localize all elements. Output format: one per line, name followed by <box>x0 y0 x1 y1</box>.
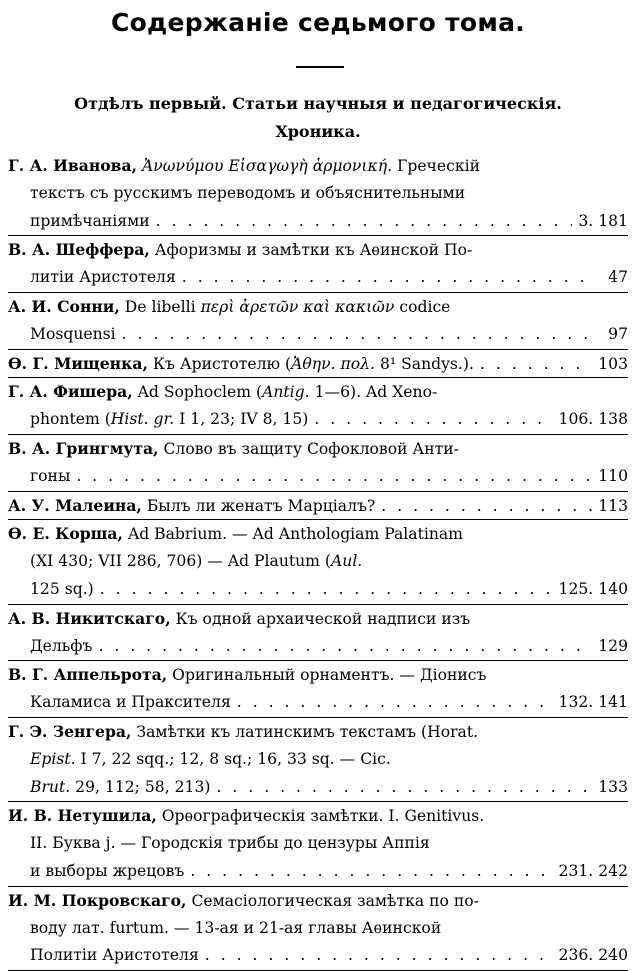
dot-leader <box>237 689 553 717</box>
toc-entry-text: Brut. 29, 112; 58, 213) <box>30 777 211 796</box>
toc-entry-text: 125 sq.) <box>30 579 94 598</box>
toc-author: Г. А. Фишера, <box>8 382 133 402</box>
toc-entry <box>8 435 628 492</box>
dot-leader <box>100 576 553 604</box>
toc-entry <box>8 236 628 293</box>
title-rule <box>296 66 344 68</box>
table-of-contents <box>8 152 628 971</box>
toc-author: В. Г. Аппельрота, <box>8 665 168 685</box>
toc-entry-line <box>8 746 628 774</box>
toc-entry <box>8 605 628 662</box>
dot-leader <box>480 351 592 378</box>
toc-entry-line <box>8 942 628 970</box>
toc-entry-text: Epist. I 7, 22 sqq.; 12, 8 sq.; 16, 33 sq. — Cic. <box>30 749 391 768</box>
toc-entry-text: гоны <box>30 466 71 485</box>
toc-entry <box>8 350 628 379</box>
italic-title: Ἀνωνύμου Εἰσαγωγὴ ἁρμονική <box>142 157 388 175</box>
toc-entry <box>8 152 628 236</box>
toc-entry-line <box>8 152 628 180</box>
toc-entry <box>8 802 628 886</box>
toc-entry-text: Г. А. Фишера, Ad Sophoclem (Antig. 1—6). Ad Xeno- <box>8 382 438 402</box>
toc-entry-line <box>8 463 628 491</box>
toc-entry-line <box>8 633 628 661</box>
toc-author: А. У. Малеина, <box>8 495 142 515</box>
toc-entry-text: В. А. Шеффера, Афоризмы и замѣтки къ Аѳинской По- <box>8 240 473 260</box>
toc-entry-line <box>8 264 628 292</box>
toc-page-numbers: 231. 242 <box>558 861 628 880</box>
toc-entry-line <box>8 406 628 434</box>
toc-entry-line <box>8 661 628 689</box>
toc-entry-text: Ѳ. Г. Мищенка, Къ Аристотелю (Ἀθην. πολ. 8¹ Sandys.). <box>8 353 474 373</box>
toc-entry-text: И. М. Покровскаго, Семасіологическая замѣтка по по- <box>8 890 479 910</box>
toc-entry-text: phontem (Hist. gr. I 1, 23; IV 8, 15) <box>30 410 309 429</box>
toc-page-numbers: 110 <box>598 466 628 485</box>
toc-entry-text: А. И. Сонни, De libelli περὶ ἀρετῶν καὶ κακιῶν codice <box>8 296 451 316</box>
toc-entry-text: Каламиса и Праксителя <box>30 693 231 712</box>
toc-entry-line <box>8 915 628 943</box>
toc-entry-line <box>8 350 628 378</box>
toc-entry <box>8 378 628 435</box>
italic-title: Aul. <box>331 552 363 571</box>
volume-title: Содержаніе седьмого тома. <box>110 8 526 37</box>
italic-title: Antig. <box>262 383 310 402</box>
toc-entry-line <box>8 830 628 858</box>
toc-entry-line <box>8 378 628 406</box>
toc-entry-line <box>8 887 628 915</box>
toc-entry-text: Ѳ. Е. Корша, Ad Babrium. — Ad Anthologiam Palatinam <box>8 524 463 544</box>
section-heading-line-1: Отдѣлъ первый. Статьи научныя и педагогическія. <box>74 94 562 113</box>
toc-entry-line <box>8 520 628 548</box>
toc-author: И. М. Покровскаго, <box>8 890 187 910</box>
toc-entry-line <box>8 605 628 633</box>
toc-entry <box>8 293 628 350</box>
toc-page-numbers: 106. 138 <box>558 410 628 429</box>
toc-entry-text: В. А. Грингмута, Слово въ защиту Софокловой Анти- <box>8 438 459 458</box>
toc-entry <box>8 661 628 718</box>
toc-entry-text: А. В. Никитскаго, Къ одной архаической надписи изъ <box>8 608 471 628</box>
toc-entry <box>8 718 628 802</box>
dot-leader <box>205 942 553 970</box>
toc-entry-line <box>8 492 628 520</box>
toc-page-numbers: 113 <box>598 496 628 515</box>
toc-entry <box>8 492 628 521</box>
toc-page-numbers: 47 <box>608 268 628 287</box>
toc-author: Г. А. Иванова, <box>8 156 138 175</box>
toc-entry-text: В. Г. Аппельрота, Оригинальный орнаментъ. — Діонисъ <box>8 665 487 685</box>
toc-entry-text: И. В. Нетушила, Орѳографическія замѣтки. I. Genitivus. <box>8 806 485 826</box>
toc-entry-text: Mosquensi <box>30 324 116 343</box>
toc-entry-line <box>8 548 628 576</box>
dot-leader <box>76 463 592 491</box>
section-heading <box>0 90 636 146</box>
toc-entry-text: литіи Аристотеля <box>30 268 176 287</box>
toc-entry-line <box>8 718 628 746</box>
toc-entry-text: Политіи Аристотеля <box>30 946 199 965</box>
italic-title: Hist. gr. <box>110 410 175 429</box>
toc-page-numbers: 129 <box>598 636 628 655</box>
toc-entry-line <box>8 236 628 264</box>
dot-leader <box>190 858 552 886</box>
toc-entry-text: А. У. Малеина, Былъ ли женатъ Марціалъ? <box>8 495 376 515</box>
toc-author: А. В. Никитскаго, <box>8 608 171 628</box>
dot-leader <box>381 493 592 520</box>
toc-page-numbers: 236. 240 <box>558 946 628 965</box>
toc-entry-text: Г. Э. Зенгера, Замѣтки къ латинскимъ текстамъ (Horat. <box>8 721 479 741</box>
toc-page-numbers: 132. 141 <box>558 693 628 712</box>
toc-entry-line <box>8 774 628 802</box>
toc-page-numbers: 97 <box>608 324 628 343</box>
dot-leader <box>156 208 573 236</box>
toc-entry-line <box>8 689 628 717</box>
toc-entry-text: II. Буква j. — Городскія трибы до цензуры Аппія <box>30 834 430 853</box>
toc-page-numbers: 103 <box>598 354 628 373</box>
toc-entry-line <box>8 576 628 604</box>
toc-entry-line <box>8 858 628 886</box>
toc-entry-text: (XI 430; VII 286, 706) — Ad Plautum (Aul. <box>30 552 363 571</box>
dot-leader <box>182 264 592 292</box>
toc-entry-text: текстъ съ русскимъ переводомъ и объяснительными <box>30 183 466 202</box>
toc-author: И. В. Нетушила, <box>8 806 157 826</box>
toc-entry-line <box>8 180 628 208</box>
toc-entry-text: примѣчаніями <box>30 211 150 230</box>
toc-author: В. А. Грингмута, <box>8 438 159 458</box>
toc-entry-text: воду лат. furtum. — 13-ая и 21-ая главы Аѳинской <box>30 918 442 937</box>
dot-leader <box>314 406 552 434</box>
toc-author: А. И. Сонни, <box>8 296 120 316</box>
toc-entry-line <box>8 293 628 321</box>
toc-page-numbers: 3. 181 <box>578 211 628 230</box>
toc-entry <box>8 520 628 604</box>
italic-title: Brut. <box>30 777 71 796</box>
toc-entry-line <box>8 435 628 463</box>
toc-page-numbers: 133 <box>598 777 628 796</box>
toc-author: Г. Э. Зенгера, <box>8 721 132 741</box>
section-heading-line-2: Хроника. <box>275 122 361 141</box>
toc-entry-line <box>8 208 628 236</box>
toc-entry <box>8 887 628 971</box>
dot-leader <box>216 774 592 802</box>
toc-entry-line <box>8 802 628 830</box>
toc-entry-text: Г. А. Иванова, Ἀνωνύμου Εἰσαγωγὴ ἁρμονική. Греческій <box>8 156 480 175</box>
italic-title: Epist. <box>30 749 76 768</box>
toc-author: Ѳ. Г. Мищенка, <box>8 353 148 373</box>
toc-author: Ѳ. Е. Корша, <box>8 524 123 544</box>
toc-entry-text: Дельфъ <box>30 636 93 655</box>
italic-title: περὶ ἀρετῶν καὶ κακιῶν <box>200 297 395 316</box>
dot-leader <box>98 633 592 661</box>
dot-leader <box>122 321 592 349</box>
toc-page-numbers: 125. 140 <box>558 579 628 598</box>
toc-entry-text: и выборы жрецовъ <box>30 861 185 880</box>
toc-entry-line <box>8 321 628 349</box>
toc-author: В. А. Шеффера, <box>8 240 150 260</box>
italic-title: Ἀθην. πολ. <box>291 354 376 373</box>
